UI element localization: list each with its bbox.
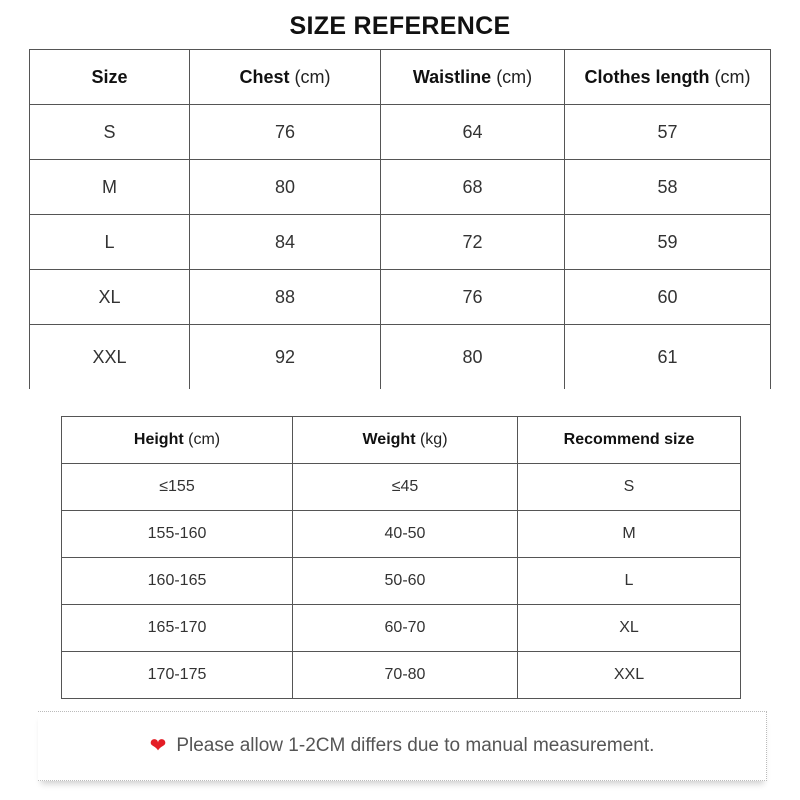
cell-height: 165-170	[62, 605, 293, 652]
cell-chest: 76	[190, 105, 381, 160]
table-row	[62, 558, 741, 605]
cell-size: L	[30, 215, 190, 270]
cell-clothes-length: 57	[565, 105, 771, 160]
cell-size: XL	[30, 270, 190, 325]
header-clothes-length: Clothes length (cm)	[565, 50, 771, 105]
cell-height: 155-160	[62, 511, 293, 558]
cell-clothes-length: 60	[565, 270, 771, 325]
measurement-note	[38, 711, 767, 781]
page-title: SIZE REFERENCE	[289, 12, 511, 40]
cell-clothes-length: 59	[565, 215, 771, 270]
header-size: Size	[30, 50, 190, 105]
cell-height: 170-175	[62, 652, 293, 699]
cell-weight: 70-80	[293, 652, 518, 699]
cell-chest: 88	[190, 270, 381, 325]
cell-chest: 80	[190, 160, 381, 215]
header-recommend-size: Recommend size	[518, 417, 741, 464]
cell-weight: 40-50	[293, 511, 518, 558]
cell-height: 160-165	[62, 558, 293, 605]
cell-weight: 60-70	[293, 605, 518, 652]
cell-waistline: 76	[381, 270, 565, 325]
table-row	[30, 105, 771, 160]
cell-clothes-length: 61	[565, 325, 771, 390]
cell-size: XXL	[30, 325, 190, 390]
cell-clothes-length: 58	[565, 160, 771, 215]
cell-recommend-size: L	[518, 558, 741, 605]
cell-recommend-size: M	[518, 511, 741, 558]
heart-icon: ❤	[149, 735, 167, 757]
table-header-row	[62, 417, 741, 464]
cell-waistline: 80	[381, 325, 565, 390]
table-header-row	[30, 50, 771, 105]
table-row	[30, 270, 771, 325]
cell-recommend-size: XL	[518, 605, 741, 652]
note-text: Please allow 1-2CM differs due to manual measurement.	[176, 735, 655, 756]
table-row	[62, 464, 741, 511]
cell-waistline: 68	[381, 160, 565, 215]
cell-waistline: 64	[381, 105, 565, 160]
cell-waistline: 72	[381, 215, 565, 270]
cell-recommend-size: S	[518, 464, 741, 511]
table-row	[62, 652, 741, 699]
header-waistline: Waistline (cm)	[381, 50, 565, 105]
table-row	[62, 605, 741, 652]
cell-weight: ≤45	[293, 464, 518, 511]
header-height: Height (cm)	[62, 417, 293, 464]
size-reference-table	[29, 49, 771, 389]
cell-size: M	[30, 160, 190, 215]
cell-recommend-size: XXL	[518, 652, 741, 699]
recommend-size-table	[61, 416, 741, 699]
header-chest: Chest (cm)	[190, 50, 381, 105]
table-row	[30, 160, 771, 215]
cell-chest: 92	[190, 325, 381, 390]
table-row	[30, 215, 771, 270]
table-row	[30, 325, 771, 390]
cell-weight: 50-60	[293, 558, 518, 605]
cell-size: S	[30, 105, 190, 160]
table-row	[62, 511, 741, 558]
cell-chest: 84	[190, 215, 381, 270]
cell-height: ≤155	[62, 464, 293, 511]
header-weight: Weight (kg)	[293, 417, 518, 464]
